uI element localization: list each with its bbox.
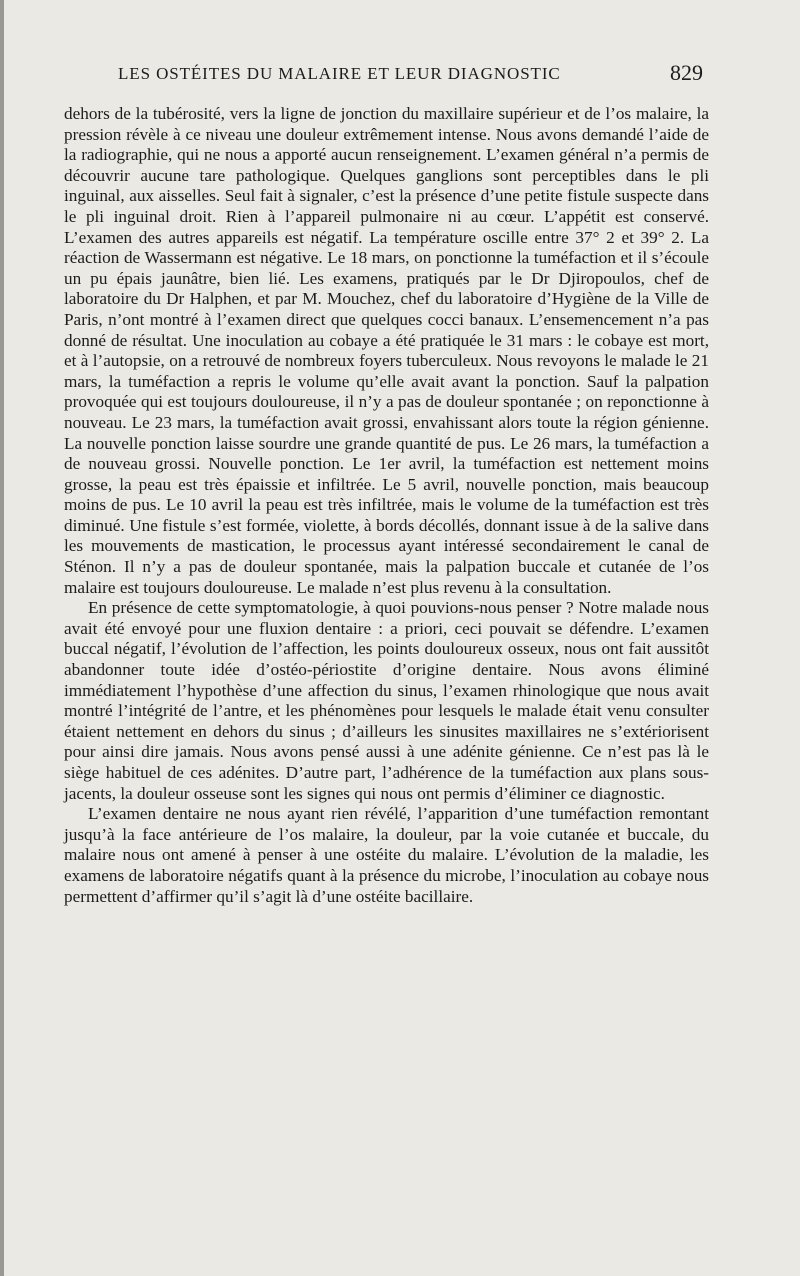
- page-binding-edge: [0, 0, 4, 1276]
- paragraph-1: dehors de la tubérosité, vers la ligne de jonction du maxillaire supérieur et de l’os malaire, la pression révèle à ce niveau une douleur extrêmement intense. Nous avons demandé l’aide de la radiographie, qui ne nous a apporté aucun renseignement. L’examen général n’a permis de découvrir aucune tare pathologique. Quelques ganglions sont perceptibles dans le pli inguinal, aux aisselles. Seul fait à signaler, c’est la présence d’une petite fistule suspecte dans le pli inguinal droit. Rien à l’appareil pulmonaire ni au cœur. L’appétit est conservé. L’examen des autres appareils est négatif. La température oscille entre 37° 2 et 39° 2. La réaction de Wassermann est négative. Le 18 mars, on ponctionne la tuméfaction et il s’écoule un pu épais jaunâtre, bien lié. Les examens, pratiqués par le Dr Djiropoulos, chef de laboratoire du Dr Halphen, et par M. Mouchez, chef du laboratoire d’Hygiène de la Ville de Paris, n’ont montré à l’examen direct que quelques cocci banaux. L’ensemencement n’a pas donné de résultat. Une inoculation au cobaye a été pratiquée le 31 mars : le cobaye est mort, et à l’autopsie, on a retrouvé de nombreux foyers tuberculeux. Nous revoyons le malade le 21 mars, la tuméfaction a repris le volume qu’elle avait avant la ponction. Sauf la palpation provoquée qui est toujours douloureuse, il n’y a pas de douleur spontanée ; on reponctionne à nouveau. Le 23 mars, la tuméfaction avait grossi, envahissant alors toute la région génienne. La nouvelle ponction laisse sourdre une grande quantité de pus. Le 26 mars, la tuméfaction a de nouveau grossi. Nouvelle ponction. Le 1er avril, la tuméfaction est nettement moins grosse, la peau est très épaissie et infiltrée. Le 5 avril, nouvelle ponction, mais beaucoup moins de pus. Le 10 avril la peau est très infiltrée, mais le volume de la tuméfaction est très diminué. Une fistule s’est formée, violette, à bords décollés, donnant issue à de la salive dans les mouvements de mastication, le processus ayant intéressé secondairement le canal de Sténon. Il n’y a pas de douleur spontanée, mais la palpation buccale et cutanée de l’os malaire est toujours douloureuse. Le malade n’est plus revenu à la consultation.: [64, 104, 709, 597]
- running-title: LES OSTÉITES DU MALAIRE ET LEUR DIAGNOSTIC: [118, 64, 561, 83]
- body-text: [64, 104, 709, 907]
- page-header: [118, 62, 703, 92]
- page-number: 829: [670, 60, 703, 85]
- paragraph-3: L’examen dentaire ne nous ayant rien révélé, l’apparition d’une tuméfaction remontant jusqu’à la face antérieure de l’os malaire, la douleur, par la voie cutanée et buccale, du malaire nous ont amené à penser à une ostéite du malaire. L’évolution de la maladie, les examens de laboratoire négatifs quant à la présence du microbe, l’inoculation au cobaye nous permettent d’affirmer qu’il s’agit là d’une ostéite bacillaire.: [64, 804, 709, 906]
- paragraph-2: En présence de cette symptomatologie, à quoi pouvions-nous penser ? Notre malade nous avait été envoyé pour une fluxion dentaire : a priori, ceci pouvait se défendre. L’examen buccal négatif, l’évolution de l’affection, les points douloureux osseux, nous ont fait aussitôt abandonner toute idée d’ostéo-périostite d’origine dentaire. Nous avons éliminé immédiatement l’hypothèse d’une affection du sinus, l’examen rhinologique que nous avait montré l’intégrité de l’antre, et les phénomènes pour lesquels le malade était venu consulter étaient nettement en dehors du sinus ; d’ailleurs les sinusites maxillaires ne s’extériorisent pour ainsi dire jamais. Nous avons pensé aussi à une adénite génienne. Ce n’est pas là le siège habituel de ces adénites. D’autre part, l’adhérence de la tuméfaction aux plans sous-jacents, la douleur osseuse sont les signes qui nous ont permis d’éliminer ce diagnostic.: [64, 598, 709, 803]
